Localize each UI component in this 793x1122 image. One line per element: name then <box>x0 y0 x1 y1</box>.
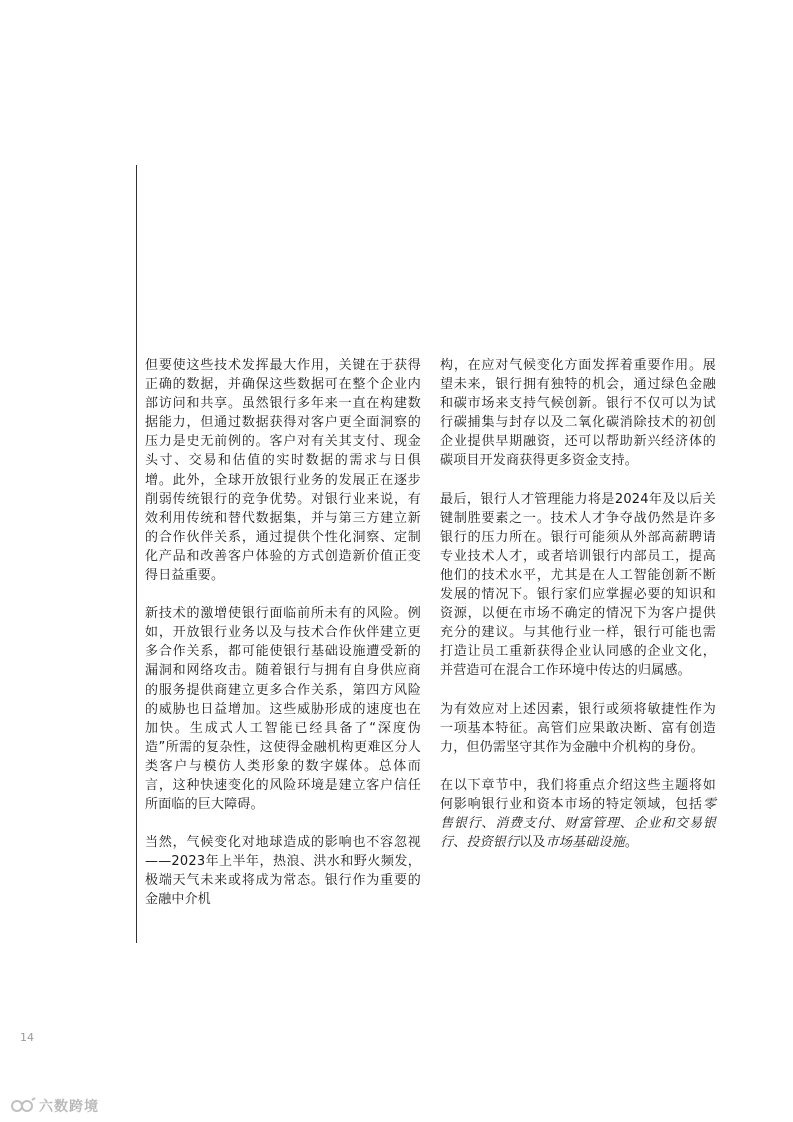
topic-market-infrastructure: 市场基础设施 <box>545 835 625 851</box>
topic-investment-banking: 投资银行 <box>466 835 520 851</box>
closing-end: 。 <box>624 835 639 851</box>
column-divider-line <box>136 165 137 943</box>
left-text-column <box>145 356 421 910</box>
separator: 以及 <box>519 835 546 851</box>
paragraph: 最后，银行人才管理能力将是2024年及以后关键制胜要素之一。技术人才争夺战仍然是许多银行的压力所在。银行可能须从外部高薪聘请专业技术人才，或者培训银行内部员工，提高他们的技术水平，尤其是在人工智能创新不断发展的情况下。银行家们应掌握必要的知识和资源，以便在市场不确定的情况下为客户提供充分的建议。与其他行业一样，银行可能也需打造让员工重新获得企业认同感的企业文化，并营造可在混合工作环境中传达的归属感。 <box>440 491 716 679</box>
topic-consumer-payments: 消费支付 <box>495 815 551 831</box>
watermark <box>10 1096 99 1116</box>
paragraph: 当然，气候变化对地球造成的影响也不容忽视——2023年上半年，热浪、洪水和野火频发，极端天气未来或将成为常态。银行作为重要的金融中介机 <box>145 835 421 908</box>
separator: 、 <box>550 815 565 831</box>
separator: 、 <box>619 815 634 831</box>
right-text-column <box>440 356 716 852</box>
paragraph: 为有效应对上述因素，银行或须将敏捷性作为一项基本特征。高管们应果敢决断、富有创造力，但仍需坚守其作为金融中介机构的身份。 <box>440 701 716 755</box>
watermark-logo-icon <box>10 1097 36 1115</box>
topic-corporate-transaction-banking: 企业和交易银行 <box>440 815 717 851</box>
paragraph: 新技术的激增使银行面临前所未有的风险。例如，开放银行业务以及与技术合作伙伴建立更多合作关系，都可能使银行基础设施遭受新的漏洞和网络攻击。随着银行与拥有自身供应商的服务提供商建立更多合作关系，第四方风险的威胁也日益增加。这些威胁形成的速度也在加快。生成式人工智能已经具备了“深度伪造”所需的复杂性，这使得金融机构更难区分人类客户与模仿人类形象的数字媒体。总体而言，这种快速变化的风险环境是建立客户信任所面临的巨大障碍。 <box>145 606 421 813</box>
paragraph: 但要使这些技术发挥最大作用，关键在于获得正确的数据，并确保这些数据可在整个企业内部访问和共享。虽然银行多年来一直在构建数据能力，但通过数据获得对客户更全面洞察的压力是史无前例的。客户对有关其支付、现金头寸、交易和估值的实时数据的需求与日俱增。此外，全球开放银行业务的发展正在逐步削弱传统银行的竞争优势。对银行业来说，有效利用传统和替代数据集，并与第三方建立新的合作伙伴关系，通过提供个性化洞察、定制化产品和改善客户体验的方式创造新价值正变得日益重要。 <box>145 358 421 584</box>
closing-intro: 在以下章节中，我们将重点介绍这些主题将如何影响银行业和资本市场的特定领域，包括 <box>440 777 716 812</box>
paragraph: 构，在应对气候变化方面发挥着重要作用。展望未来，银行拥有独特的机会，通过绿色金融和碳市场来支持气候创新。银行不仅可以为试行碳捕集与封存以及二氧化碳消除技术的初创企业提供早期融资，还可以帮助新兴经济体的碳项目开发商获得更多资金支持。 <box>440 358 716 469</box>
topic-wealth-management: 财富管理 <box>564 815 620 831</box>
separator: 、 <box>481 815 496 831</box>
page-number: 14 <box>20 1031 34 1044</box>
separator: 、 <box>453 835 467 851</box>
topic-retail-banking: 零售银行 <box>440 796 716 831</box>
closing-paragraph <box>440 776 716 852</box>
watermark-text: 六数跨境 <box>39 1099 99 1115</box>
